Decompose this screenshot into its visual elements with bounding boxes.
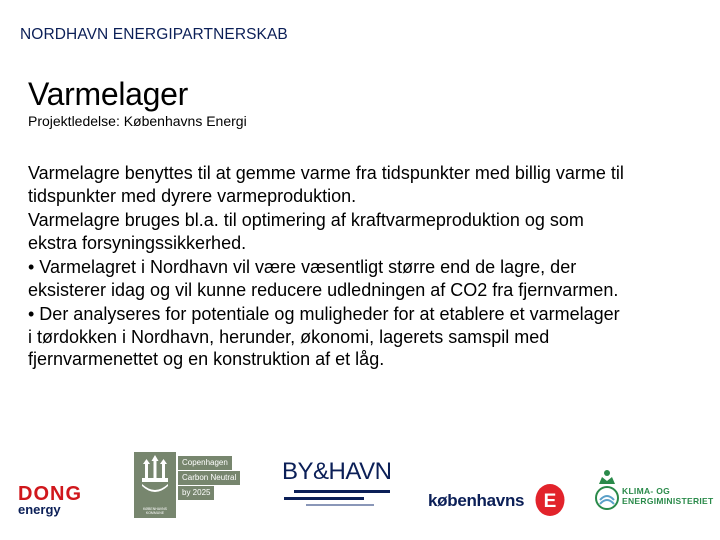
paragraph: Varmelagre bruges bl.a. til optimering af kraftvarmeproduktion og som ekstra forsyningssikkerhed. bbox=[28, 210, 584, 253]
paragraph: • Varmelagret i Nordhavn vil være væsentligt større end de lagre, der eksisterer idag og vil kunne reducere udledningen af CO2 fra fjernvarmen. bbox=[28, 257, 619, 300]
kobenhavns-logo-text: københavns bbox=[428, 491, 525, 510]
byhavn-logo-text: BY&HAVN bbox=[282, 458, 392, 485]
kobenhavns-energi-logo bbox=[428, 483, 568, 517]
dong-logo-subtext: energy bbox=[18, 502, 61, 517]
logo-strip bbox=[0, 450, 720, 540]
crest-label: KØBENHAVNS KOMMUNE bbox=[142, 507, 168, 515]
cph-tag: Copenhagen bbox=[178, 456, 232, 470]
slide-subtitle: Projektledelse: Københavns Energi bbox=[28, 113, 247, 129]
cph-tag: Carbon Neutral bbox=[178, 471, 240, 485]
cph-tag: by 2025 bbox=[178, 486, 214, 500]
paragraph: • Der analyseres for potentiale og muligheder for at etablere et varmelager i tørdokken i Nordhavn, herunder, økonomi, lagerets samspil med fjernvarmenettet og en konstruktion af et låg. bbox=[28, 304, 620, 369]
header-label: NORDHAVN ENERGIPARTNERSKAB bbox=[20, 26, 288, 43]
copenhagen-carbon-neutral-logo bbox=[134, 452, 236, 518]
klima-logo-text bbox=[622, 487, 714, 506]
dong-energy-logo bbox=[18, 485, 118, 516]
energi-e-mark: E bbox=[543, 491, 557, 512]
paragraph: Varmelagre benyttes til at gemme varme fra tidspunkter med billig varme til tidspunkter med dyrere varmeproduktion. bbox=[28, 163, 624, 206]
royal-crown-icon bbox=[594, 468, 620, 516]
klima-energiministeriet-logo bbox=[594, 468, 720, 520]
body-text bbox=[28, 162, 628, 373]
klima-line1: KLIMA- OG bbox=[622, 486, 671, 496]
klima-line2: ENERGIMINISTERIET bbox=[622, 495, 714, 506]
by-og-havn-logo bbox=[280, 458, 390, 518]
slide-title: Varmelager bbox=[28, 76, 189, 112]
byhavn-stripe bbox=[284, 497, 364, 500]
dong-logo-text: DONG bbox=[18, 483, 82, 505]
energi-e-icon bbox=[534, 483, 566, 517]
byhavn-stripe bbox=[294, 490, 390, 493]
byhavn-stripe bbox=[306, 504, 374, 506]
